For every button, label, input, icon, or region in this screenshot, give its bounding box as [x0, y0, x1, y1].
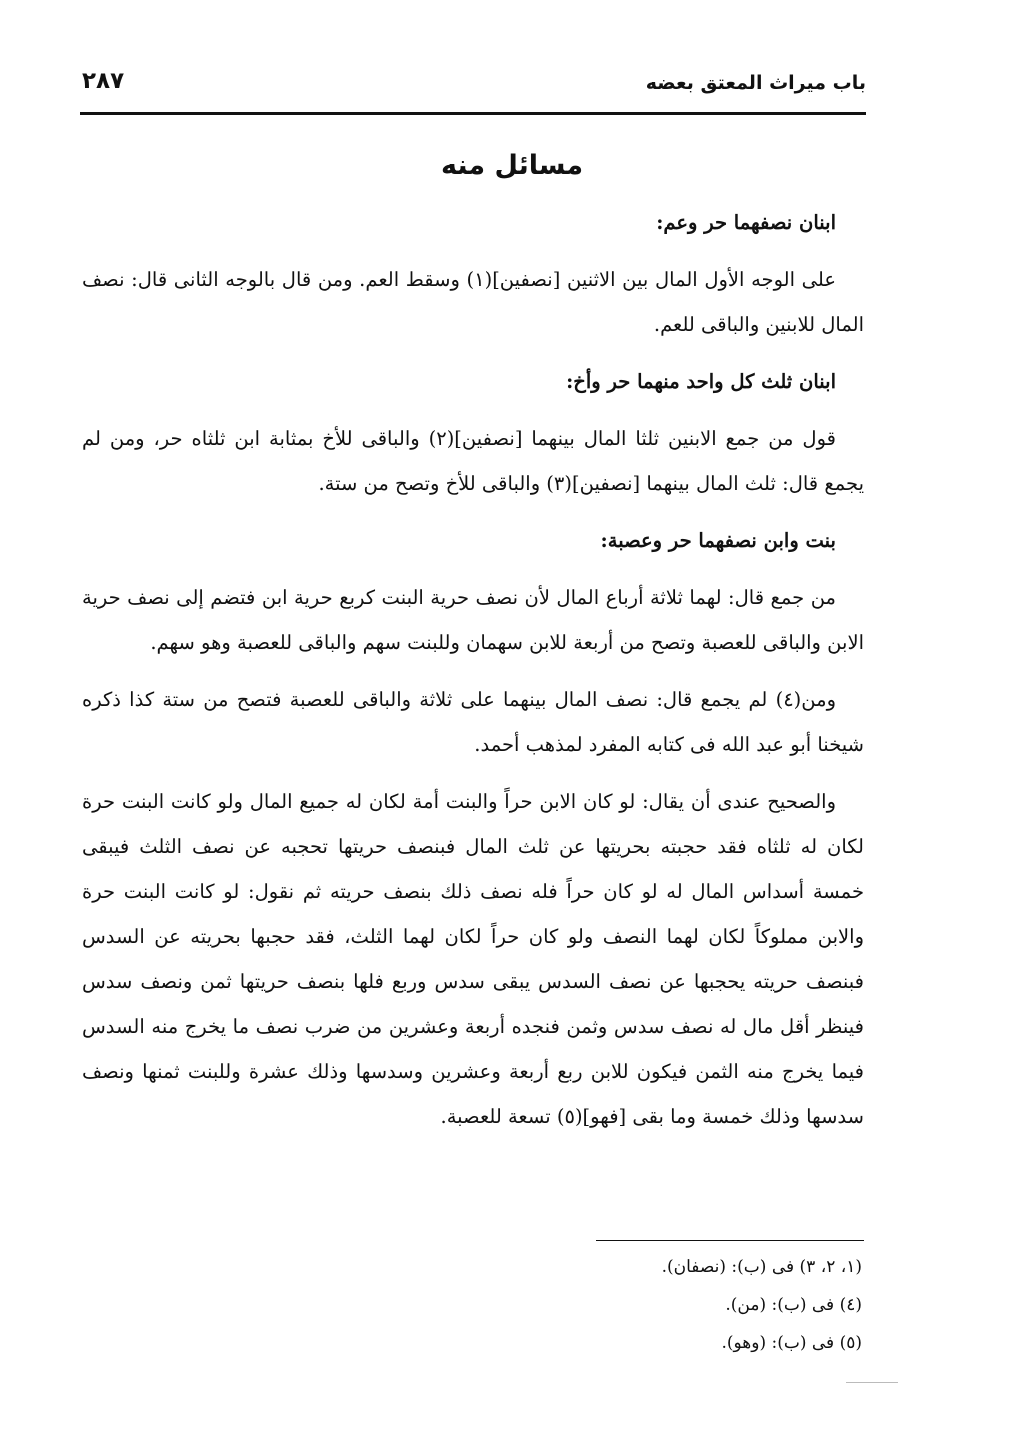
answer-paragraph: قول من جمع الابنين ثلثا المال بينهما [نصفين](٢) والباقى للأخ بمثابة ابن ثلثاه حر، ومن لم يجمع قال: ثلث المال بينهما [نصفين](٣) والباقى للأخ وتصح من ستة.	[82, 427, 864, 495]
running-title: باب ميراث المعتق بعضه	[645, 72, 866, 94]
answer-paragraph: على الوجه الأول المال بين الاثنين [نصفين](١) وسقط العم. ومن قال بالوجه الثانى قال: نصف المال للابنين والباقى للعم.	[82, 268, 864, 336]
page-header	[82, 66, 866, 110]
footnote: (١، ٢، ٣) فى (ب): (نصفان).	[661, 1257, 862, 1277]
section-title: مسائل منه	[440, 150, 584, 181]
scan-mark	[846, 1382, 898, 1383]
footnote: (٥) فى (ب): (وهو).	[721, 1333, 862, 1353]
question-paragraph: ابنان نصفهما حر وعم:	[656, 211, 836, 234]
answer-paragraph: ومن(٤) لم يجمع قال: نصف المال بينهما على ثلاثة والباقى للعصبة فتصح من ستة كذا ذكره شيخنا أبو عبد الله فى كتابه المفرد لمذهب أحمد.	[82, 688, 864, 756]
answer-paragraph: والصحيح عندى أن يقال: لو كان الابن حراً والبنت أمة لكان له جميع المال ولو كانت البنت حرة لكان له ثلثاه فقد حجبته بحريتها عن ثلث المال فبنصف حريتها تحجبه عن نصف الثلث فيبقى خمسة أسداس المال له لو كان حراً فله نصف ذلك بنصف حريته ثم نقول: لو كانت البنت حرة والابن مملوكاً لكان لهما النصف ولو كان حراً لكان لهما الثلث، فقد حجبها بحريته عن السدس فبنصف حريته يحجبها عن نصف السدس يبقى سدس وربع فلها بنصف حريتها ثمن ونصف سدس فينظر أقل مال له نصف سدس وثمن فنجده أربعة وعشرين من ضرب نصف ما يخرج منه السدس فيما يخرج منه الثمن فيكون للابن ربع أربعة وعشرين وسدسها وذلك عشرة وللبنت ثمنها ونصف سدسها وذلك خمسة وما بقى [فهو](٥) تسعة للعصبة.	[82, 790, 864, 1128]
question-paragraph: بنت وابن نصفهما حر وعصبة:	[600, 529, 836, 552]
question-paragraph: ابنان ثلث كل واحد منهما حر وأخ:	[566, 370, 836, 393]
page-number: ٢٨٧	[82, 68, 125, 94]
footnotes	[82, 1248, 862, 1362]
footnote-rule	[596, 1240, 864, 1241]
body-text	[82, 200, 864, 1151]
footnote: (٤) فى (ب): (من).	[725, 1295, 862, 1315]
header-rule	[80, 112, 866, 115]
answer-paragraph: من جمع قال: لهما ثلاثة أرباع المال لأن نصف حرية البنت كربع حرية ابن فتضم إلى نصف حرية الابن والباقى للعصبة وتصح من أربعة للابن سهمان وللبنت سهم والباقى للعصبة وهو سهم.	[82, 586, 864, 654]
